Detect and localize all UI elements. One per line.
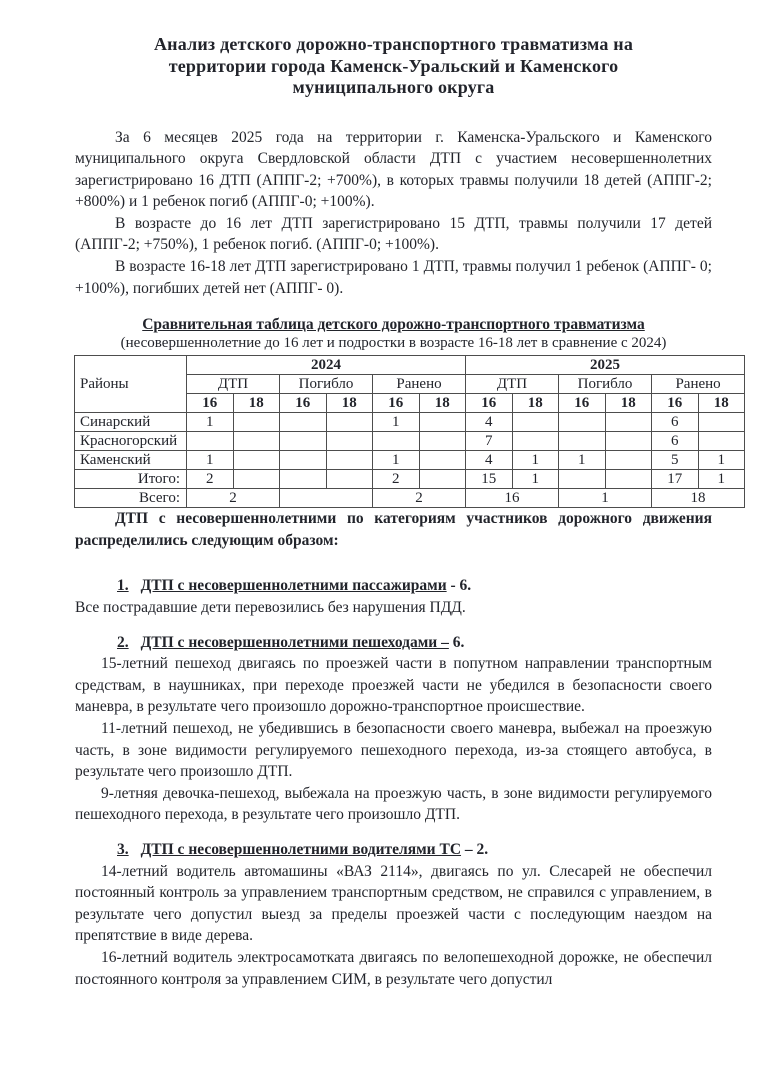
age-cell: 18 [605, 394, 652, 413]
table-cell [280, 451, 327, 470]
document-title [75, 34, 712, 99]
table-cell [233, 413, 280, 432]
table-cell [280, 432, 327, 451]
section-2-paragraph-2: 11-летний пешеход, не убедившись в безопасности своего маневра, выбежал на проезжую часть, в зоне видимости регулируемого пешеходного перехода, из-за стоящего автобуса, в результате чего произошло ДТП. [75, 720, 712, 781]
table-cell: 1 [373, 451, 420, 470]
cat-injured-2024-cell: Ранено [373, 375, 466, 394]
cat-dead-2024-cell: Погибло [280, 375, 373, 394]
section-3-paragraph-2: 16-летний водитель электросамотката двигаясь по велопешеходной дорожке, не обеспечил постоянного контроля за управлением СИМ, в результате чего допустил [75, 948, 712, 988]
section-3-count: – 2. [461, 840, 489, 858]
section-2-number: 2. [117, 633, 129, 651]
table-cell [419, 451, 466, 470]
age-cell: 16 [187, 394, 234, 413]
row-label: Красногорский [75, 432, 187, 451]
cat-injured-2025-cell: Ранено [652, 375, 745, 394]
title-line-3: муниципального округа [292, 77, 495, 97]
table-cell: 1 [373, 413, 420, 432]
categories-intro: ДТП с несовершеннолетними по категориям участников дорожного движения распределились следующим образом: [75, 510, 712, 549]
table-cell [233, 432, 280, 451]
table-cell: 1 [187, 451, 234, 470]
table-cell [605, 413, 652, 432]
table-cell: 1 [512, 470, 559, 489]
regions-header-cell: Районы [75, 356, 187, 413]
total-cell: 2 [373, 489, 466, 508]
age-cell: 16 [466, 394, 513, 413]
age-cell: 18 [233, 394, 280, 413]
section-2-heading [75, 632, 712, 654]
table-cell: 1 [698, 470, 745, 489]
table-cell: 6 [652, 432, 699, 451]
table-row-krasnogorsky [75, 432, 745, 451]
table-cell [373, 432, 420, 451]
age-cell: 16 [280, 394, 327, 413]
table-cell [698, 432, 745, 451]
cat-dtp-2024-cell: ДТП [187, 375, 280, 394]
table-cell: 4 [466, 413, 513, 432]
table-cell: 1 [512, 451, 559, 470]
total-cell: 1 [559, 489, 652, 508]
table-cell [280, 470, 327, 489]
table-cell [559, 470, 606, 489]
table-cell: 7 [466, 432, 513, 451]
section-2-paragraph-1: 15-летний пешеход двигаясь по проезжей части в попутном направлении транспортным средствам, в наушниках, при переходе проезжей части не убедился в безопасности своего маневра, в результате чего произошло дорожно-транспортное происшествие. [75, 655, 712, 716]
age-cell: 16 [373, 394, 420, 413]
comparison-table [74, 355, 745, 508]
table-cell [559, 413, 606, 432]
section-1-count: - 6. [446, 577, 472, 595]
table-cell [512, 432, 559, 451]
cat-dtp-2025-cell: ДТП [466, 375, 559, 394]
section-2-paragraph-3: 9-летняя девочка-пешеход, выбежала на проезжую часть, в зоне видимости регулируемого пешеходного перехода, в результате чего произошло ДТП. [75, 784, 712, 824]
table-row-sinarsky [75, 413, 745, 432]
table-cell: 4 [466, 451, 513, 470]
section-3-title: ДТП с несовершеннолетними водителями ТС [140, 840, 462, 858]
table-cell [698, 413, 745, 432]
table-title [75, 315, 712, 334]
row-label: Каменский [75, 451, 187, 470]
section-1-title: ДТП с несовершеннолетними пассажирами [140, 577, 447, 595]
age-cell: 16 [652, 394, 699, 413]
age-cell: 18 [326, 394, 373, 413]
year-2025-cell: 2025 [466, 356, 745, 375]
table-cell: 6 [652, 413, 699, 432]
title-line-1: Анализ детского дорожно-транспортного травматизма на [153, 34, 634, 54]
table-row-kamensky [75, 451, 745, 470]
table-cell: 15 [466, 470, 513, 489]
table-cell: 2 [187, 470, 234, 489]
total-cell: 18 [652, 489, 745, 508]
table-row-vsego [75, 489, 745, 508]
section-1-paragraph: Все пострадавшие дети перевозились без нарушения ПДД. [75, 599, 466, 617]
table-cell [419, 432, 466, 451]
table-cell [187, 432, 234, 451]
total-cell: 2 [187, 489, 280, 508]
section-2-count: 6. [448, 633, 465, 651]
table-cell [326, 451, 373, 470]
table-cell [559, 432, 606, 451]
intro-paragraph-3: В возрасте 16-18 лет ДТП зарегистрировано 1 ДТП, травмы получил 1 ребенок (АППГ- 0; +100%), погибших детей нет (АППГ- 0). [75, 258, 712, 297]
row-label-vsego: Всего: [75, 489, 187, 508]
table-cell: 1 [698, 451, 745, 470]
table-cell: 2 [373, 470, 420, 489]
table-title-text: Сравнительная таблица детского дорожно-транспортного травматизма [142, 316, 645, 334]
cat-dead-2025-cell: Погибло [559, 375, 652, 394]
table-cell [326, 470, 373, 489]
year-2024-cell: 2024 [187, 356, 466, 375]
table-cell [326, 432, 373, 451]
table-header-years [75, 356, 745, 375]
section-3-number: 3. [117, 840, 129, 858]
intro-paragraph-2: В возрасте до 16 лет ДТП зарегистрировано 15 ДТП, травмы получили 17 детей (АППГ-2; +750%), 1 ребенок погиб. (АППГ-0; +100%). [75, 214, 712, 254]
table-cell [233, 451, 280, 470]
section-2-title: ДТП с несовершеннолетними пешеходами – [140, 633, 449, 651]
table-cell [512, 413, 559, 432]
age-cell: 18 [419, 394, 466, 413]
row-label-itogo: Итого: [75, 470, 187, 489]
section-1-heading [75, 575, 712, 597]
section-3-heading [75, 839, 712, 861]
intro-paragraph-1: За 6 месяцев 2025 года на территории г. Каменска-Уральского и Каменского муниципального округа Свердловской области ДТП с участием несовершеннолетних зарегистрировано 16 ДТП (АППГ-2; +700%), в которых травмы получили 18 детей (АППГ-2; +800%) и 1 ребенок погиб (АППГ-0; +100%). [75, 128, 712, 211]
title-line-2: территории города Каменск-Уральский и Каменского [168, 55, 619, 76]
table-cell [605, 451, 652, 470]
section-3-paragraph-1: 14-летний водитель автомашины «ВАЗ 2114», двигаясь по ул. Слесарей не обеспечил постоянный контроль за управлением транспортным средством, не справился с управлением, в результате чего допустил выезд за пределы проезжей части с последующим наездом на препятствие в виде дерева. [75, 862, 712, 945]
total-cell: 16 [466, 489, 559, 508]
table-cell: 1 [559, 451, 606, 470]
table-subtitle: (несовершеннолетние до 16 лет и подростки в возрасте 16-18 лет в сравнение с 2024) [120, 335, 667, 352]
table-cell [419, 470, 466, 489]
table-cell [605, 432, 652, 451]
table-cell [605, 470, 652, 489]
row-label: Синарский [75, 413, 187, 432]
age-cell: 16 [559, 394, 606, 413]
age-cell: 18 [698, 394, 745, 413]
age-cell: 18 [512, 394, 559, 413]
table-cell: 17 [652, 470, 699, 489]
table-cell [419, 413, 466, 432]
total-cell [280, 489, 373, 508]
table-cell [233, 470, 280, 489]
table-cell [280, 413, 327, 432]
table-row-itogo [75, 470, 745, 489]
table-cell [326, 413, 373, 432]
table-cell: 1 [187, 413, 234, 432]
section-1-number: 1. [117, 577, 129, 595]
table-cell: 5 [652, 451, 699, 470]
